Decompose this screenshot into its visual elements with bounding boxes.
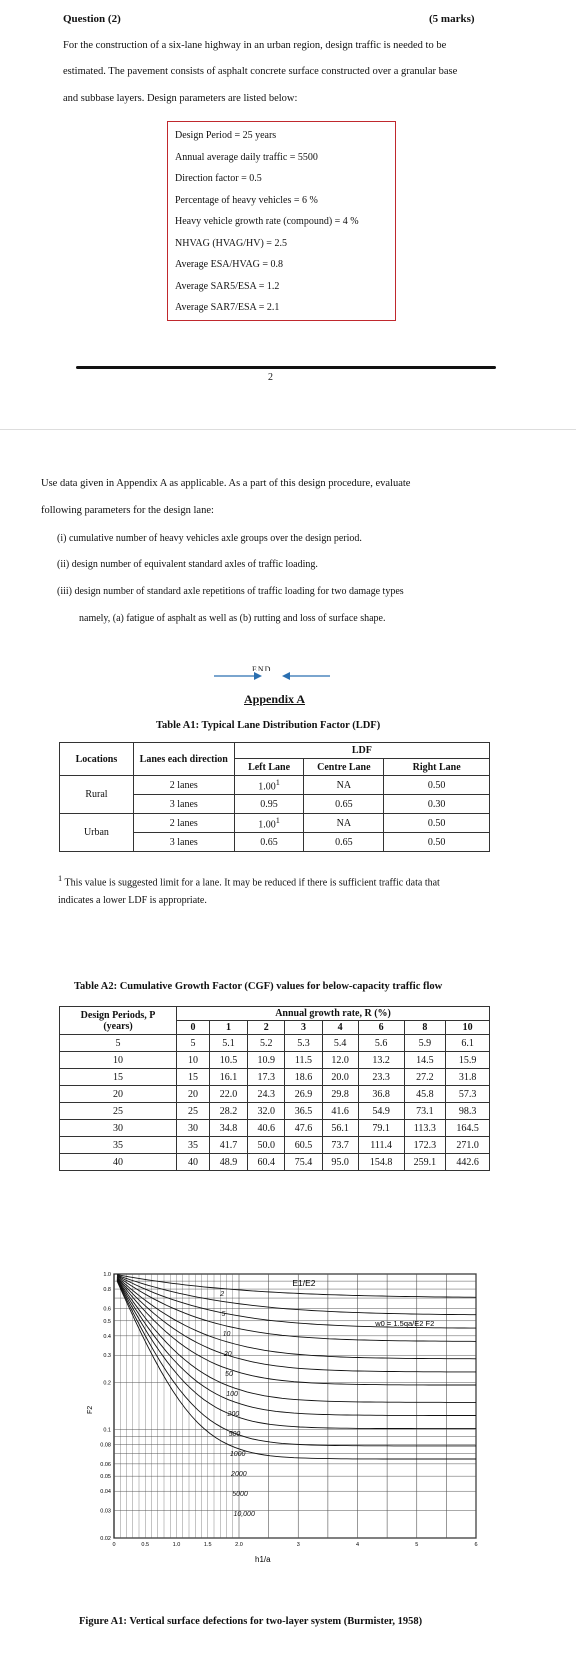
item-iii-cont: namely, (a) fatigue of asphalt as well as (b) rutting and loss of surface shape. (79, 613, 386, 624)
y-tick-label: 0.04 (100, 1489, 111, 1496)
x-tick-label: 5 (415, 1542, 419, 1548)
col-locations: Locations (60, 743, 134, 776)
cell-cgf: 40.6 (248, 1120, 285, 1137)
cell-cgf: 111.4 (358, 1137, 404, 1154)
param-esa-hvag: Average ESA/HVAG = 0.8 (175, 259, 284, 270)
item-i: (i) cumulative number of heavy vehicles axle groups over the design period. (57, 533, 362, 544)
cell-cgf: 50.0 (248, 1137, 285, 1154)
cell-cgf: 41.7 (209, 1137, 247, 1154)
y-tick-label: 0.4 (103, 1333, 111, 1340)
marks-label: (5 marks) (429, 13, 475, 25)
table-row (60, 1154, 490, 1171)
col-rate-0: 0 (177, 1021, 210, 1035)
y-tick-label: 0.3 (103, 1353, 111, 1360)
cell-cgf: 5.9 (404, 1035, 446, 1052)
col-centre-lane: Centre Lane (304, 759, 384, 776)
x-tick-label: 2.0 (235, 1542, 243, 1548)
col-rate-2: 2 (248, 1021, 285, 1035)
question-title: Question (2) (63, 13, 121, 25)
cell-cgf: 25 (177, 1103, 210, 1120)
cell-lanes: 2 lanes (133, 776, 234, 795)
deflection-curve (117, 1278, 476, 1385)
cell-lanes: 2 lanes (133, 814, 234, 833)
cell-cgf: 24.3 (248, 1086, 285, 1103)
cell-left-value: 1.00 (258, 781, 276, 793)
cell-cgf: 5.3 (285, 1035, 322, 1052)
col-rate-3: 3 (285, 1021, 322, 1035)
cell-cgf: 154.8 (358, 1154, 404, 1171)
col-design-period (60, 1007, 177, 1035)
cell-lanes: 3 lanes (133, 795, 234, 814)
col-right-lane: Right Lane (384, 759, 490, 776)
param-nhvag: NHVAG (HVAG/HV) = 2.5 (175, 237, 287, 249)
cell-cgf: 79.1 (358, 1120, 404, 1137)
y-tick-label: 0.5 (103, 1318, 111, 1325)
y-tick-label: 0.2 (103, 1380, 111, 1387)
cell-left: 0.65 (234, 833, 304, 852)
col-ldf: LDF (234, 743, 489, 759)
ratio-label: E1/E2 (292, 1278, 316, 1288)
cell-cgf: 6.1 (446, 1035, 490, 1052)
cell-cgf: 57.3 (446, 1086, 490, 1103)
table-row (60, 814, 490, 833)
cell-centre: NA (304, 814, 384, 833)
cell-period: 30 (60, 1120, 177, 1137)
curve-label: 2 (220, 1291, 225, 1298)
curve-label: 50 (225, 1371, 233, 1378)
cell-cgf: 20.0 (322, 1069, 358, 1086)
cell-cgf: 15.9 (446, 1052, 490, 1069)
x-tick-label: 1.0 (172, 1542, 181, 1548)
cell-right: 0.30 (384, 795, 490, 814)
table-row (60, 1120, 490, 1137)
cell-cgf: 17.3 (248, 1069, 285, 1086)
intro-line-2: estimated. The pavement consists of asphalt concrete surface constructed over a granular base (63, 66, 458, 77)
cell-cgf: 60.5 (285, 1137, 322, 1154)
appendix-title: Appendix A (244, 692, 306, 706)
y-tick-label: 0.05 (100, 1474, 111, 1481)
cell-cgf: 45.8 (404, 1086, 446, 1103)
cell-cgf: 442.6 (446, 1154, 490, 1171)
table-row (60, 1103, 490, 1120)
curve-label: 1000 (229, 1451, 246, 1458)
cell-period: 15 (60, 1069, 177, 1086)
cell-cgf: 30 (177, 1120, 210, 1137)
design-parameters-box (167, 121, 396, 321)
col-growth-rate: Annual growth rate, R (%) (177, 1007, 490, 1021)
cell-cgf: 271.0 (446, 1137, 490, 1154)
cell-right: 0.50 (384, 814, 490, 833)
curve-label: 10,000 (233, 1511, 255, 1518)
table-a1-caption: Table A1: Typical Lane Distribution Factor (LDF) (156, 720, 381, 731)
col-design-period-label: Design Periods, P (80, 1009, 156, 1021)
page-number: 2 (268, 372, 273, 383)
cell-cgf: 10 (177, 1052, 210, 1069)
cell-period: 35 (60, 1137, 177, 1154)
y-tick-label: 0.06 (100, 1461, 111, 1468)
cell-period: 25 (60, 1103, 177, 1120)
cell-right: 0.50 (384, 776, 490, 795)
cell-cgf: 41.6 (322, 1103, 358, 1120)
x-tick-label: 0.5 (141, 1542, 150, 1548)
cell-cgf: 5.6 (358, 1035, 404, 1052)
cell-cgf: 113.3 (404, 1120, 446, 1137)
col-rate-4: 4 (322, 1021, 358, 1035)
footnote-mark: 1 (58, 874, 63, 883)
y-tick-label: 0.02 (100, 1536, 111, 1542)
cell-cgf: 5.4 (322, 1035, 358, 1052)
deflection-curve (117, 1281, 476, 1446)
col-rate-6: 6 (358, 1021, 404, 1035)
cell-cgf: 54.9 (358, 1103, 404, 1120)
y-tick-label: 0.1 (103, 1427, 111, 1434)
cell-centre: 0.65 (304, 795, 384, 814)
param-sar5: Average SAR5/ESA = 1.2 (175, 280, 280, 292)
location-urban: Urban (60, 814, 134, 852)
cell-cgf: 172.3 (404, 1137, 446, 1154)
table-row (60, 1052, 490, 1069)
cell-cgf: 14.5 (404, 1052, 446, 1069)
param-sar7: Average SAR7/ESA = 2.1 (175, 302, 280, 313)
curve-label: 500 (228, 1431, 241, 1438)
burmister-chart (86, 1268, 496, 1578)
x-tick-label: 3 (296, 1542, 300, 1548)
cell-cgf: 5.2 (248, 1035, 285, 1052)
curve-label: 100 (226, 1391, 238, 1398)
cell-cgf: 73.7 (322, 1137, 358, 1154)
table-row (60, 1086, 490, 1103)
curve-label: 5000 (232, 1491, 248, 1498)
table-row (60, 776, 490, 795)
param-aadt: Annual average daily traffic = 5500 (175, 151, 318, 163)
page-separator (0, 429, 576, 430)
cell-cgf: 5 (177, 1035, 210, 1052)
footnote-line-1 (58, 874, 440, 888)
cell-cgf: 75.4 (285, 1154, 322, 1171)
end-marker (212, 667, 332, 683)
cell-period: 40 (60, 1154, 177, 1171)
y-tick-label: 0.03 (100, 1508, 111, 1515)
col-lanes: Lanes each direction (133, 743, 234, 776)
footnote-line-2: indicates a lower LDF is appropriate. (58, 895, 207, 906)
cell-cgf: 23.3 (358, 1069, 404, 1086)
table-row (60, 1035, 490, 1052)
footnote-ref: 1 (275, 777, 280, 787)
cell-cgf: 34.8 (209, 1120, 247, 1137)
cell-left-value: 1.00 (258, 819, 276, 831)
x-tick-label: 0 (112, 1542, 116, 1548)
intro-line-3: and subbase layers. Design parameters are listed below: (63, 93, 298, 104)
cell-cgf: 12.0 (322, 1052, 358, 1069)
table-row (60, 1069, 490, 1086)
footer-rule (76, 366, 496, 369)
curve-label: 20 (223, 1351, 232, 1358)
y-tick-label: 0.8 (103, 1287, 111, 1294)
item-iii: (iii) design number of standard axle repetitions of traffic loading for two damage types (57, 586, 404, 597)
cell-cgf: 31.8 (446, 1069, 490, 1086)
cell-cgf: 36.5 (285, 1103, 322, 1120)
x-tick-label: 1.5 (203, 1542, 212, 1548)
instruction-line-1: Use data given in Appendix A as applicable. As a part of this design procedure, evaluate (41, 478, 411, 489)
y-tick-label: 0.6 (103, 1306, 111, 1313)
deflection-formula: w0 = 1.5qa/E2 F2 (375, 1319, 435, 1328)
figure-caption: Figure A1: Vertical surface defections for two-layer system (Burmister, 1958) (79, 1616, 423, 1627)
cell-cgf: 13.2 (358, 1052, 404, 1069)
cell-cgf: 48.9 (209, 1154, 247, 1171)
cell-cgf: 164.5 (446, 1120, 490, 1137)
col-left-lane: Left Lane (234, 759, 304, 776)
cell-cgf: 10.9 (248, 1052, 285, 1069)
param-design-period: Design Period = 25 years (175, 130, 277, 141)
cell-left (234, 814, 304, 833)
cell-cgf: 98.3 (446, 1103, 490, 1120)
location-rural: Rural (60, 776, 134, 814)
curve-label: 200 (227, 1411, 240, 1418)
y-axis-label: F2 (87, 1405, 94, 1414)
x-tick-label: 6 (474, 1542, 478, 1548)
cell-cgf: 95.0 (322, 1154, 358, 1171)
cell-cgf: 20 (177, 1086, 210, 1103)
cell-cgf: 27.2 (404, 1069, 446, 1086)
table-a2 (59, 1006, 490, 1171)
param-direction-factor: Direction factor = 0.5 (175, 173, 262, 184)
cell-cgf: 36.8 (358, 1086, 404, 1103)
cell-cgf: 18.6 (285, 1069, 322, 1086)
curve-label: 10 (222, 1331, 231, 1338)
cell-left: 0.95 (234, 795, 304, 814)
cell-cgf: 47.6 (285, 1120, 322, 1137)
col-rate-8: 8 (404, 1021, 446, 1035)
param-heavy-vehicles: Percentage of heavy vehicles = 6 % (175, 194, 318, 206)
intro-line-1: For the construction of a six-lane highway in an urban region, design traffic is needed to be (63, 40, 447, 51)
x-tick-label: 4 (355, 1542, 360, 1548)
cell-cgf: 29.8 (322, 1086, 358, 1103)
cell-period: 10 (60, 1052, 177, 1069)
table-row (60, 1137, 490, 1154)
cell-lanes: 3 lanes (133, 833, 234, 852)
cell-cgf: 73.1 (404, 1103, 446, 1120)
cell-cgf: 60.4 (248, 1154, 285, 1171)
cell-cgf: 22.0 (209, 1086, 247, 1103)
cell-cgf: 11.5 (285, 1052, 322, 1069)
col-rate-1: 1 (209, 1021, 247, 1035)
cell-left (234, 776, 304, 795)
param-growth-rate: Heavy vehicle growth rate (compound) = 4 % (175, 216, 359, 227)
footnote-ref: 1 (275, 815, 280, 825)
cell-cgf: 15 (177, 1069, 210, 1086)
cell-centre: NA (304, 776, 384, 795)
cell-cgf: 26.9 (285, 1086, 322, 1103)
cell-cgf: 28.2 (209, 1103, 247, 1120)
table-a1 (59, 742, 490, 852)
footnote-text-1: This value is suggested limit for a lane. It may be reduced if there is sufficient traffic data that (64, 877, 440, 889)
cell-cgf: 56.1 (322, 1120, 358, 1137)
x-axis-label: h1/a (255, 1555, 271, 1564)
curve-label: 5 (221, 1311, 226, 1318)
end-label: END (252, 665, 272, 671)
cell-cgf: 5.1 (209, 1035, 247, 1052)
table-a2-caption: Table A2: Cumulative Growth Factor (CGF) values for below-capacity traffic flow (74, 981, 443, 992)
cell-cgf: 10.5 (209, 1052, 247, 1069)
cell-right: 0.50 (384, 833, 490, 852)
cell-period: 5 (60, 1035, 177, 1052)
item-ii: (ii) design number of equivalent standard axles of traffic loading. (57, 559, 318, 570)
cell-centre: 0.65 (304, 833, 384, 852)
curve-label: 2000 (231, 1471, 247, 1478)
col-design-period-unit: (years) (103, 1020, 133, 1032)
y-tick-label: 1.0 (103, 1272, 111, 1278)
cell-cgf: 32.0 (248, 1103, 285, 1120)
cell-cgf: 259.1 (404, 1154, 446, 1171)
cell-cgf: 40 (177, 1154, 210, 1171)
y-tick-label: 0.08 (100, 1442, 111, 1449)
instruction-line-2: following parameters for the design lane: (41, 505, 214, 516)
col-rate-10: 10 (446, 1021, 490, 1035)
cell-cgf: 35 (177, 1137, 210, 1154)
plot-frame (114, 1274, 476, 1538)
cell-period: 20 (60, 1086, 177, 1103)
cell-cgf: 16.1 (209, 1069, 247, 1086)
